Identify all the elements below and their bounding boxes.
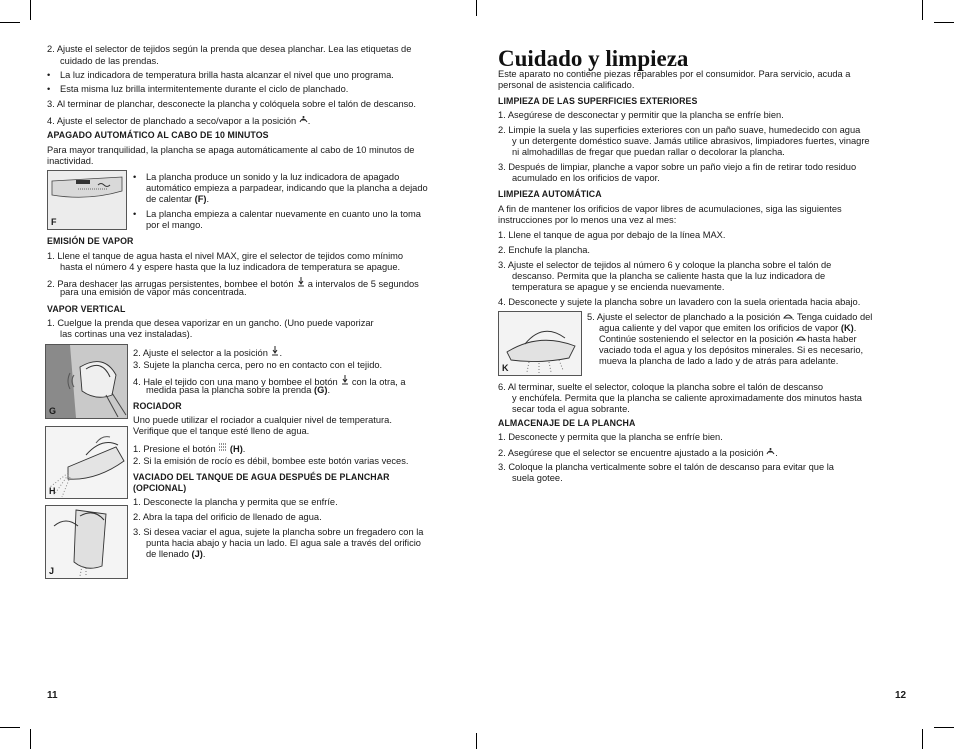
figure-h [45,426,128,499]
section-heading: APAGADO AUTOMÁTICO AL CABO DE 10 MINUTOS [47,130,269,140]
section-heading: (OPCIONAL) [133,483,187,493]
bullet: • [133,172,137,182]
step-text: 6. Al terminar, suelte el selector, coloque la plancha sobre el talón de descanso [498,382,824,392]
step-text: de llenado (J). [146,549,206,559]
paragraph: A fin de mantener los orificios de vapor libres de acumulaciones, siga las siguientes [498,204,842,214]
paragraph: instrucciones por lo menos una vez al mes: [498,215,677,225]
crop-mark [0,22,20,23]
step-text: 1. Llene el tanque de agua hasta el nivel MAX, gire el selector de tejidos como mínimo [47,251,404,261]
step-text: 2. Abra la tapa del orificio de llenado de agua. [133,512,322,522]
step-text: para una emisión de vapor más concentrada. [60,287,247,297]
figure-label: K [502,362,509,373]
step-text: secar toda el agua sobrante. [512,404,630,414]
bullet: • [47,70,51,80]
crop-mark [30,0,31,20]
step-text: 2. Ajuste el selector de tejidos según la prenda que desea planchar. Lea las etiquetas de [47,44,412,54]
step-text: vaciado toda el agua y los depósitos minerales. Si es necesario, [599,345,864,355]
crop-mark [922,0,923,20]
self-clean-icon [783,312,792,323]
self-clean-icon [796,334,805,345]
crop-mark [476,733,477,749]
steam-burst-icon [340,374,349,388]
step-text: punta hacia abajo y hacia un lado. El agua sale a través del orificio [146,538,421,548]
section-heading: VAPOR VERTICAL [47,304,126,314]
step-text: 1. Cuelgue la prenda que desea vaporizar en un gancho. (Uno puede vaporizar [47,318,374,328]
step-text: descanso. Permita que la plancha se caliente hasta que la luz indicadora de [512,271,826,281]
step-text: suela gotee. [512,473,563,483]
self-clean-illustration [499,312,581,375]
section-heading: ALMACENAJE DE LA PLANCHA [498,418,636,428]
steam-setting-icon [299,114,308,127]
figure-label: G [49,405,57,416]
step-text: 3. Sujete la plancha cerca, pero no en contacto con el tejido. [133,360,383,370]
step-text: y enchúfela. Permita que la plancha se caliente aproximadamente dos minutos hasta [512,393,862,403]
page-title: Cuidado y limpieza [498,46,689,71]
step-text: 4. Hale el tejido con una mano y bombee el botón con la otra, a [133,374,406,388]
list-item: • La plancha empieza a calentar nuevamente en cuanto uno la toma [133,209,421,219]
section-heading: EMISIÓN DE VAPOR [47,236,134,246]
steam-burst-icon [296,276,305,290]
step-text: 4. Desconecte y sujete la plancha sobre un lavadero con la suela orientada hacia abajo. [498,297,861,307]
paragraph: Uno puede utilizar el rociador a cualquier nivel de temperatura. [133,415,392,425]
page-number: 11 [47,690,58,701]
list-item-cont: de calentar (F). [146,194,210,204]
step-text: 2. Si la emisión de rocío es débil, bombee este botón varias veces. [133,456,409,466]
section-heading: ROCIADOR [133,401,182,411]
step-text: las cortinas una vez instaladas). [60,329,193,339]
crop-mark [476,0,477,16]
step-text: Continúe sosteniendo el selector en la posición hasta haber [599,334,857,344]
step-text: 3. Después de limpiar, planche a vapor sobre un paño viejo a fin de retirar todo residuo [498,162,857,172]
section-heading: LIMPIEZA DE LAS SUPERFICIES EXTERIORES [498,96,698,106]
step-text: y un detergente doméstico suave. Jamás utilice abrasivos, limpiadores fuertes, vinagre [512,136,870,146]
list-item: • La plancha produce un sonido y la luz indicadora de apagado [133,172,400,182]
section-heading: VACIADO DEL TANQUE DE AGUA DESPUÉS DE PLANCHAR [133,472,390,482]
figure-g [45,344,128,419]
crop-mark [922,729,923,749]
step-text: medida pasa la plancha sobre la prenda (G). [146,385,331,395]
figure-label: J [49,565,55,576]
figure-label: H [49,485,56,496]
list-item: • La luz indicadora de temperatura brilla hasta alcanzar el nivel que uno programa. [47,70,394,80]
section-heading: LIMPIEZA AUTOMÁTICA [498,189,602,199]
list-item: • Esta misma luz brilla intermitentemente durante el ciclo de planchado. [47,84,349,94]
step-text: 5. Ajuste el selector de planchado a la posición . Tenga cuidado del [587,312,873,322]
figure-label: F [51,216,57,227]
step-text: 4. Ajuste el selector de planchado a seco/vapor a la posición . [47,116,311,126]
vertical-steam-illustration [46,345,127,418]
crop-mark [934,22,954,23]
figure-j [45,505,128,579]
step-text: 2. Para deshacer las arrugas persistentes, bombee el botón a intervalos de 5 segundos [47,276,419,290]
paragraph: personal de asistencia calificado. [498,80,635,90]
figure-f [47,170,127,230]
empty-tank-illustration [46,506,127,578]
step-text: 2. Asegúrese que el selector se encuentre ajustado a la posición . [498,448,778,458]
paragraph: Verifique que el tanque esté lleno de agua. [133,426,310,436]
step-text: 2. Enchufe la plancha. [498,245,591,255]
crop-mark [30,729,31,749]
spray-icon [218,441,227,455]
paragraph: Este aparato no contiene piezas reparables por el consumidor. Para servicio, acuda a [498,69,851,79]
crop-mark [934,727,954,728]
steam-setting-icon [766,446,775,459]
bullet: • [47,84,51,94]
paragraph: inactividad. [47,156,94,166]
step-text: agua caliente y del vapor que emiten los orificios de vapor (K). [599,323,857,333]
iron-indicator-illustration [48,171,126,229]
crop-mark [0,727,20,728]
step-text: ni almohadillas de fregar que puedan rallar o decolorar la plancha. [512,147,785,157]
step-text: 3. Coloque la plancha verticalmente sobre el talón de descanso para evitar que la [498,462,834,472]
bullet: • [133,209,137,219]
step-text: 2. Limpie la suela y las superficies exteriores con un paño suave, humedecido con agua [498,125,861,135]
step-text: 1. Llene el tanque de agua por debajo de la línea MAX. [498,230,726,240]
step-text: 3. Ajuste el selector de tejidos al número 6 y coloque la plancha sobre el talón de [498,260,832,270]
step-text: cuidado de las prendas. [60,56,159,66]
step-text: 1. Desconecte y permita que la plancha se enfríe bien. [498,432,723,442]
step-text: 3. Al terminar de planchar, desconecte la plancha y colóquela sobre el talón de descanso. [47,99,417,109]
step-text: 3. Si desea vaciar el agua, sujete la plancha sobre un fregadero con la [133,527,424,537]
list-item-cont: por el mango. [146,220,203,230]
step-text: 2. Ajuste el selector a la posición . [133,345,282,359]
figure-k [498,311,582,376]
paragraph: Para mayor tranquilidad, la plancha se apaga automáticamente al cabo de 10 minutos de [47,145,415,155]
step-text: acumulado en los orificios de vapor. [512,173,660,183]
step-text: hasta el número 4 y espere hasta que la luz indicadora de temperatura se apague. [60,262,401,272]
page-number: 12 [895,690,907,701]
step-text: 1. Asegúrese de desconectar y permitir que la plancha se enfríe bien. [498,110,784,120]
list-item-cont: automático empieza a parpadear, indicando que la plancha a dejado [146,183,428,193]
spray-illustration [46,427,127,498]
step-text: mueva la plancha de lado a lado y de atrás para adelante. [599,356,839,366]
step-text: temperatura se apague y se encienda nuevamente. [512,282,725,292]
step-text: 1. Presione el botón (H). [133,441,245,455]
step-text: 1. Desconecte la plancha y permita que se enfríe. [133,497,338,507]
